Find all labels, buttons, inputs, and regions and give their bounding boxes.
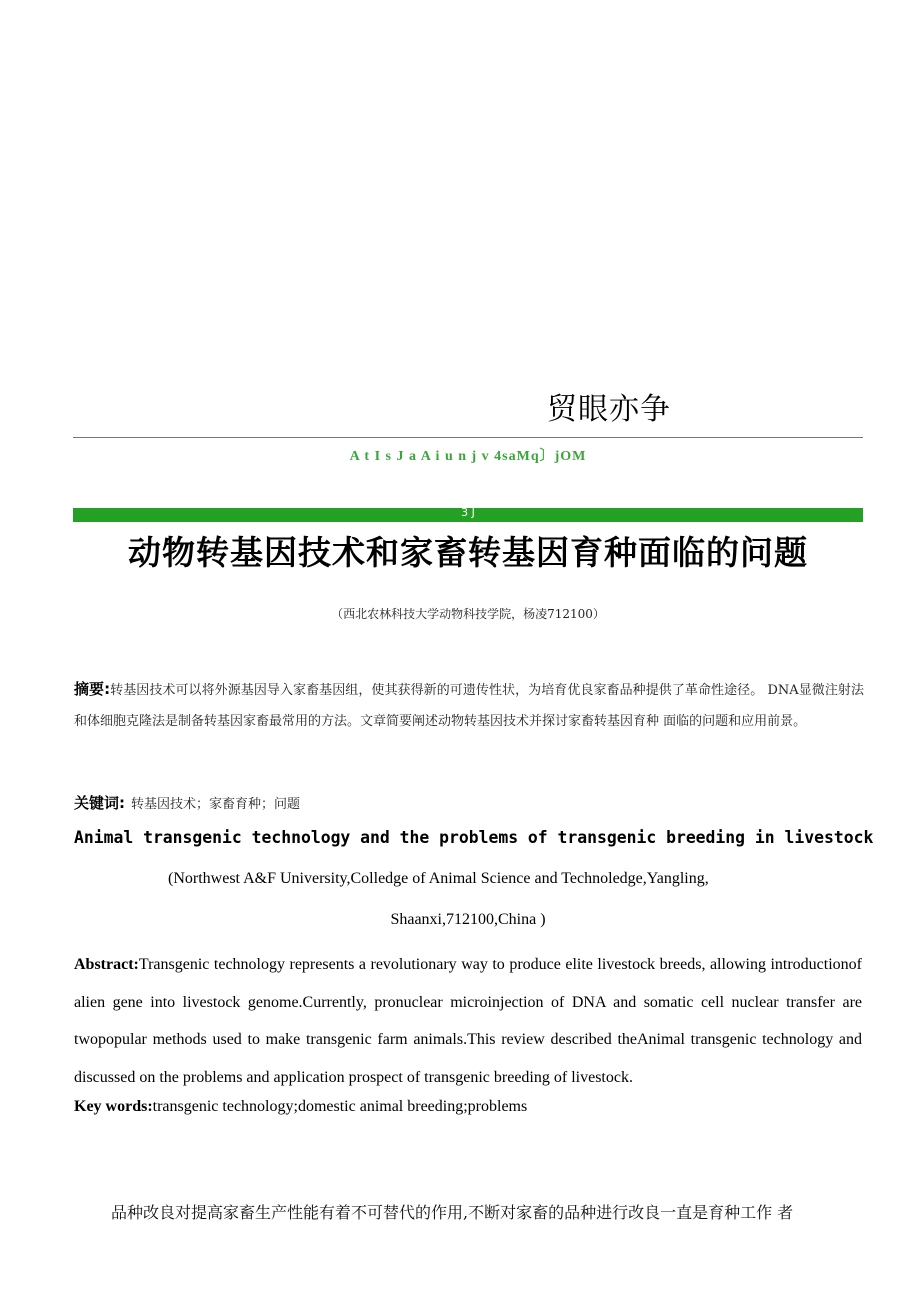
affiliation-en-line1: (Northwest A&F University,Colledge of Animal Science and Technoledge,Yangling, bbox=[168, 870, 709, 887]
green-bar-text: 3 J bbox=[461, 506, 475, 519]
keywords-cn-text: 转基因技术；家畜育种；问题 bbox=[131, 797, 301, 812]
abstract-en-label: Abstract: bbox=[74, 956, 139, 973]
abstract-en bbox=[74, 946, 862, 1096]
keywords-en-text: transgenic technology;domestic animal breeding;problems bbox=[152, 1098, 528, 1115]
abstract-cn-label: 摘要: bbox=[74, 680, 111, 698]
header-rule bbox=[73, 437, 863, 438]
page-title-en: Animal transgenic technology and the problems of transgenic breeding in livestock bbox=[74, 828, 874, 847]
abstract-cn-text: 转基因技术可以将外源基因导入家畜基因组，使其获得新的可遗传性状，为培育优良家畜品种提供了革命性途径。 DNA显微注射法和体细胞克隆法是制备转基因家畜最常用的方法。文章简要阐述动物转基因技术并探讨家畜转基因育种 面临的问题和应用前景。 bbox=[74, 683, 864, 729]
abstract-cn bbox=[74, 674, 864, 737]
body-paragraph: 品种改良对提高家畜生产性能有着不可替代的作用,不断对家畜的品种进行改良一直是育种工作 者 bbox=[111, 1203, 794, 1222]
abstract-en-text: Transgenic technology represents a revolutionary way to produce elite livestock breeds, allowing introductionof alien gene into livestock genome.Currently, pronuclear microinjection of DNA and somatic cell nuclear transfer are twopopular methods used to make transgenic farm animals.This review described theAnimal transgenic technology and discussed on the problems and application prospect of transgenic breeding of livestock. bbox=[74, 956, 862, 1086]
keywords-cn-label: 关键词: bbox=[74, 794, 125, 812]
affiliation-cn: （西北农林科技大学动物科技学院，杨凌712100） bbox=[331, 607, 605, 621]
keywords-en bbox=[74, 1098, 527, 1116]
keywords-cn bbox=[74, 792, 864, 813]
garbled-header-line: A t I s J a A i u n j v 4saMq〕jOM bbox=[349, 449, 587, 464]
page-title-cn: 动物转基因技术和家畜转基因育种面临的问题 bbox=[128, 533, 808, 572]
affiliation-en-line2: Shaanxi,712100,China ) bbox=[390, 911, 546, 928]
header-chars: 贸眼亦争 bbox=[547, 392, 671, 427]
keywords-en-label: Key words: bbox=[74, 1098, 153, 1115]
